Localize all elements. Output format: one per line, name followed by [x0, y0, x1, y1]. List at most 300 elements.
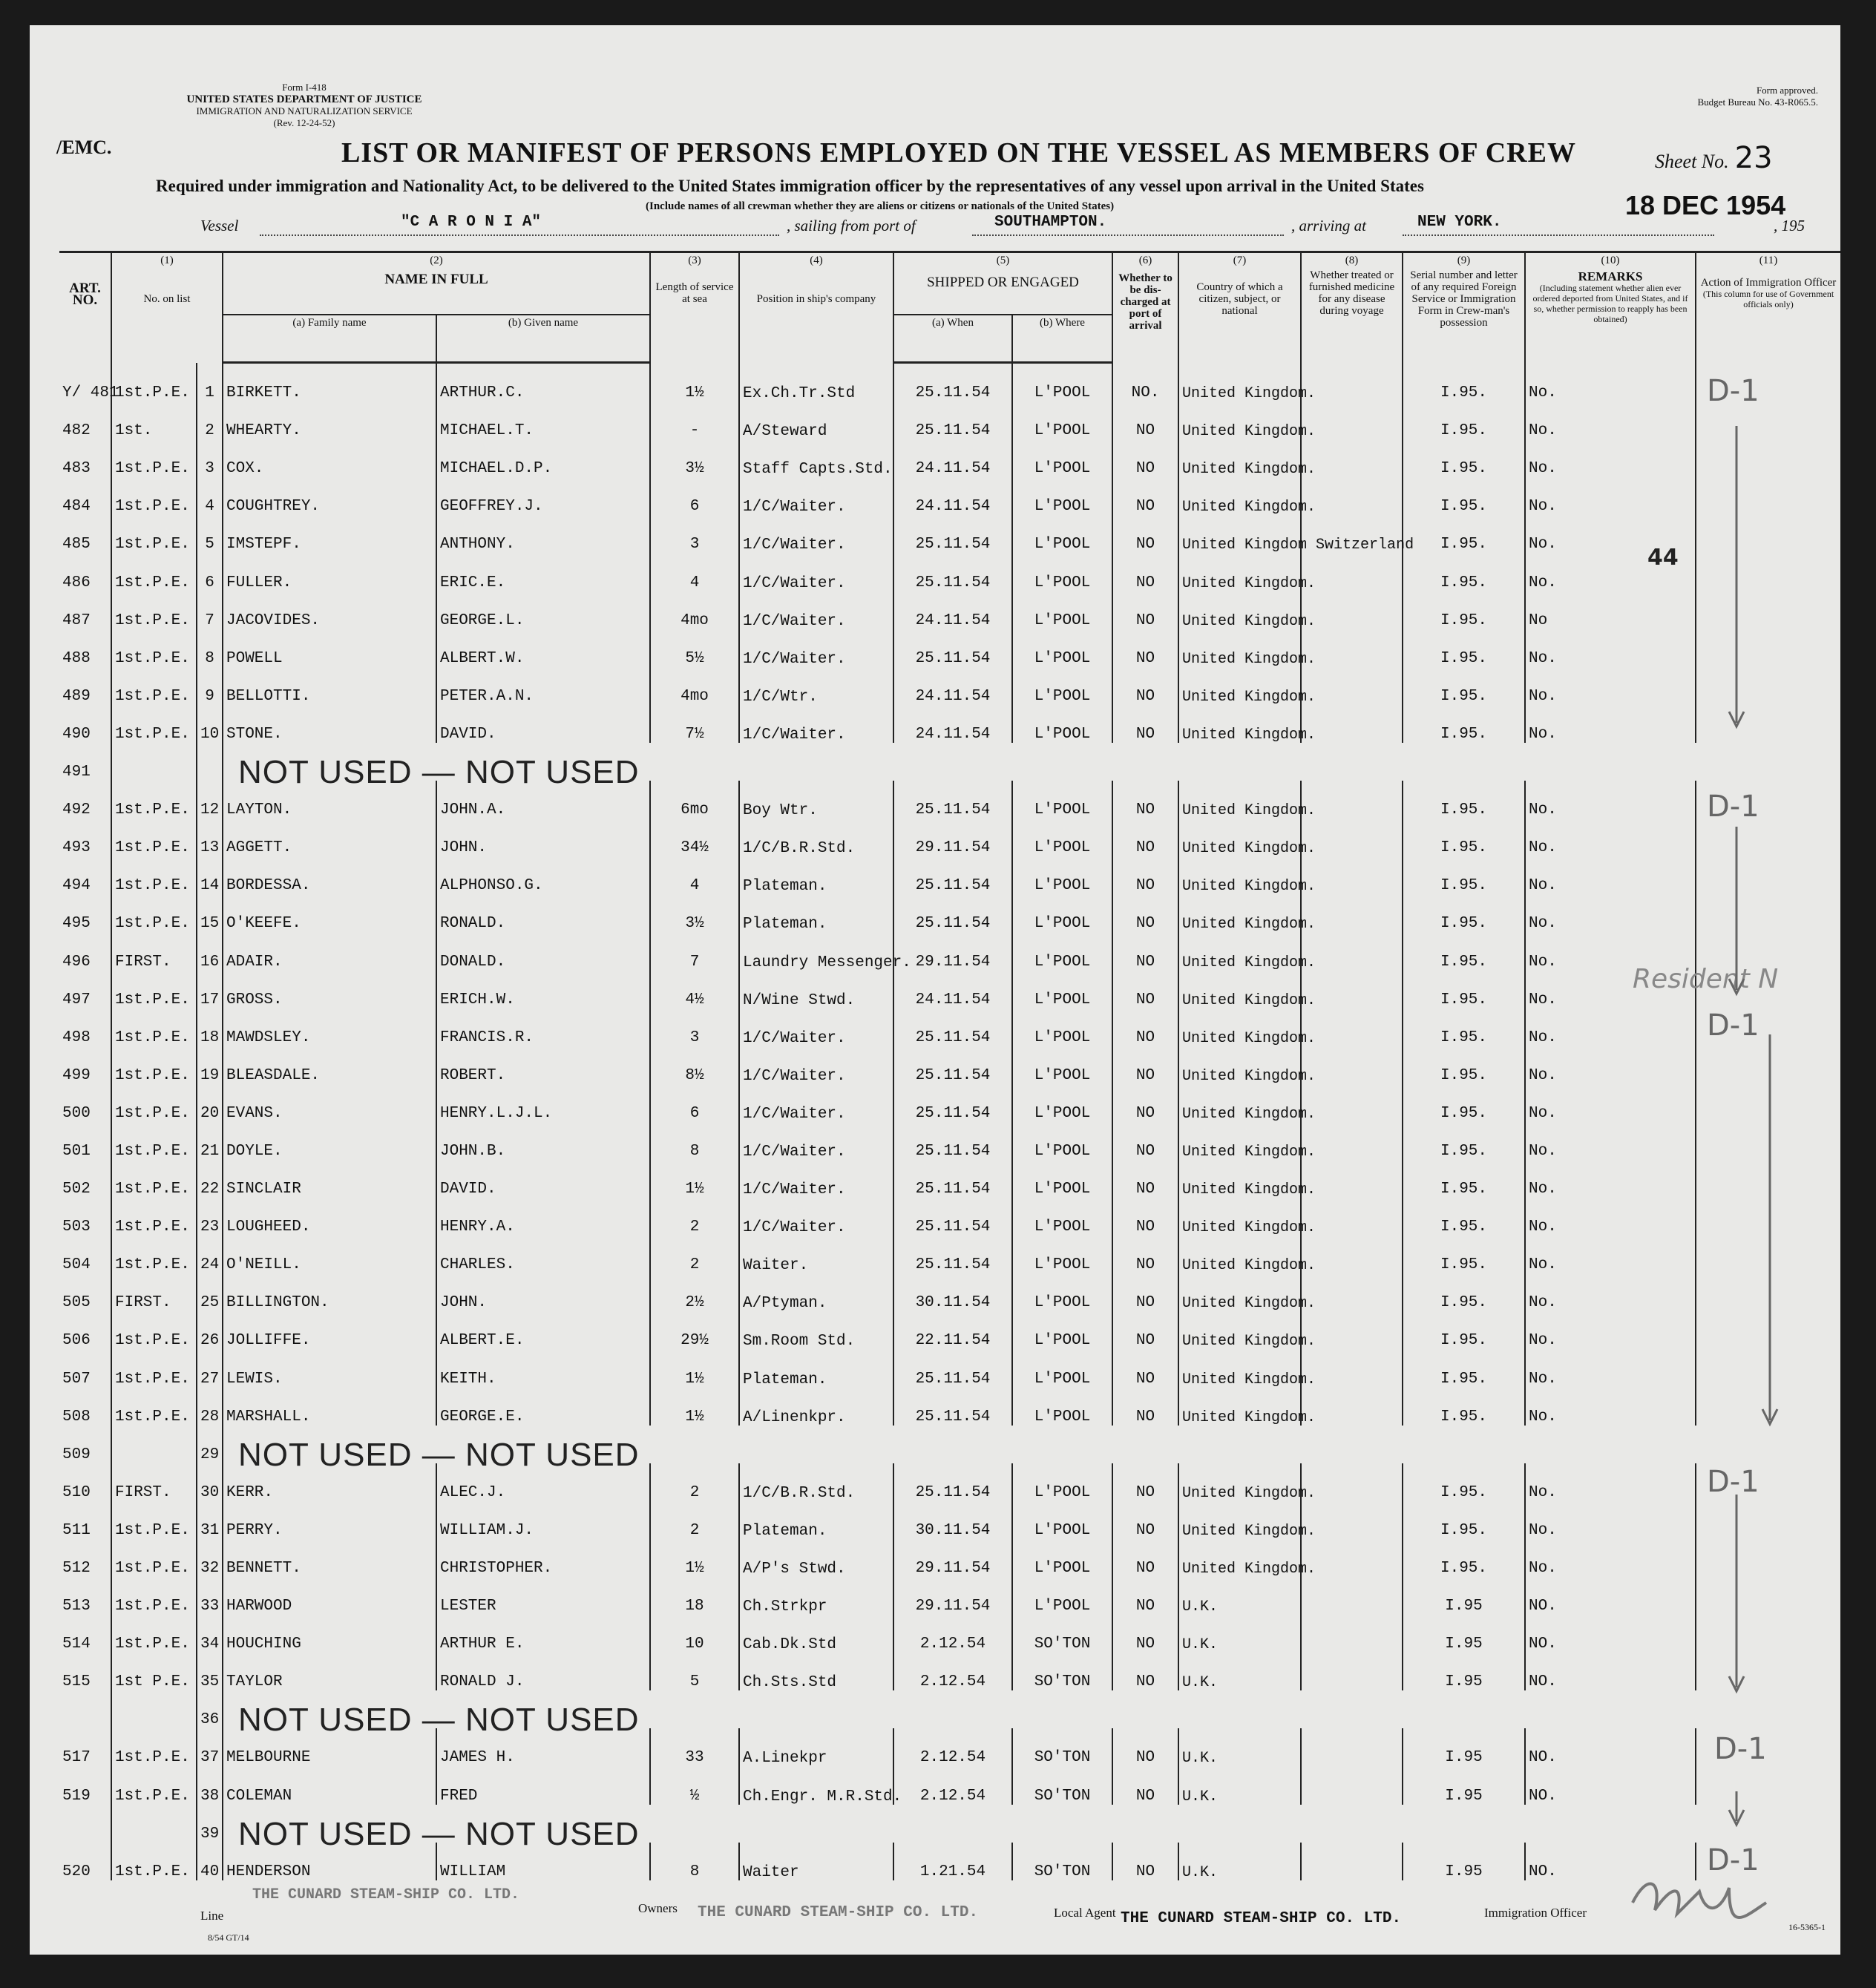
col-10-label: REMARKS	[1578, 269, 1643, 283]
service-length: 6mo	[650, 781, 739, 819]
position: 1/C/Waiter.	[739, 1046, 893, 1084]
table-row	[59, 363, 1840, 402]
serial: I.95.	[1403, 1236, 1525, 1273]
remarks: NO.	[1525, 1653, 1696, 1690]
local-agent-value: THE CUNARD STEAM-SHIP CO. LTD.	[1121, 1910, 1402, 1927]
serial: I.95.	[1403, 1539, 1525, 1577]
shipped-where: L'POOL	[1012, 1160, 1112, 1198]
line-number: 10	[197, 705, 223, 743]
family-name: AGGETT.	[223, 819, 436, 856]
family-name: DOYLE.	[223, 1122, 436, 1160]
department: 1st.P.E.	[111, 629, 197, 667]
art-no	[59, 1805, 111, 1843]
given-name: DAVID.	[436, 705, 650, 743]
service-length: 10	[650, 1615, 739, 1653]
department: 1st.P.E.	[111, 1501, 197, 1539]
not-used: NOT USED — NOT USED	[223, 743, 1840, 781]
position: Ch.Strkpr	[739, 1577, 893, 1615]
family-name: FULLER.	[223, 553, 436, 591]
department: 1st.P.E.	[111, 1843, 197, 1880]
line-label: Line	[200, 1909, 224, 1923]
given-name: MICHAEL.T.	[436, 401, 650, 439]
position: A/P's Stwd.	[739, 1539, 893, 1577]
table-row	[59, 1349, 1840, 1387]
service-name: IMMIGRATION AND NATURALIZATION SERVICE	[196, 105, 413, 117]
country: United Kingdom.	[1178, 1273, 1301, 1311]
country: U.K.	[1178, 1653, 1301, 1690]
discharge: NO	[1112, 401, 1178, 439]
family-name: COX.	[223, 439, 436, 477]
department	[111, 1426, 197, 1463]
shipped-when: 24.11.54	[893, 971, 1012, 1008]
department: FIRST.	[111, 1463, 197, 1501]
line-number: 15	[197, 894, 223, 932]
medicine	[1301, 401, 1403, 439]
medicine	[1301, 1349, 1403, 1387]
position: Sm.Room Std.	[739, 1311, 893, 1349]
table-row	[59, 705, 1840, 743]
department: 1st.P.E.	[111, 705, 197, 743]
family-name: LAYTON.	[223, 781, 436, 819]
line-number: 18	[197, 1008, 223, 1046]
position: 1/C/B.R.Std.	[739, 819, 893, 856]
shipped-where: L'POOL	[1012, 1122, 1112, 1160]
medicine	[1301, 1160, 1403, 1198]
family-name: O'NEILL.	[223, 1236, 436, 1273]
art-no: 498	[59, 1008, 111, 1046]
remarks: No.	[1525, 781, 1696, 819]
page-title: LIST OR MANIFEST OF PERSONS EMPLOYED ON THE VESSEL AS MEMBERS OF CREW	[341, 137, 1576, 168]
position: 1/C/Waiter.	[739, 1008, 893, 1046]
discharge: NO	[1112, 1122, 1178, 1160]
shipped-when: 2.12.54	[893, 1615, 1012, 1653]
medicine	[1301, 1539, 1403, 1577]
line-number: 34	[197, 1615, 223, 1653]
corner-code: 16-5365-1	[1788, 1922, 1826, 1932]
shipped-where: SO'TON	[1012, 1843, 1112, 1880]
department: 1st.P.E.	[111, 667, 197, 705]
medicine	[1301, 1236, 1403, 1273]
family-name: BIRKETT.	[223, 363, 436, 402]
given-name: GEORGE.L.	[436, 591, 650, 629]
budget-text: Budget Bureau No. 43-R065.5.	[1697, 96, 1818, 108]
art-no: 513	[59, 1577, 111, 1615]
medicine	[1301, 1463, 1403, 1501]
service-length: 1½	[650, 363, 739, 402]
serial: I.95.	[1403, 1349, 1525, 1387]
country: United Kingdom.	[1178, 1311, 1301, 1349]
line-number: 38	[197, 1766, 223, 1804]
officer-label: Immigration Officer	[1484, 1906, 1587, 1920]
given-name: HENRY.L.J.L.	[436, 1084, 650, 1122]
given-name: ALBERT.W.	[436, 629, 650, 667]
art-no: 500	[59, 1084, 111, 1122]
medicine	[1301, 1388, 1403, 1426]
art-no: 484	[59, 477, 111, 515]
department: 1st.P.E.	[111, 1122, 197, 1160]
table-row	[59, 1690, 1840, 1728]
family-name: PERRY.	[223, 1501, 436, 1539]
family-name: COUGHTREY.	[223, 477, 436, 515]
service-length: 3½	[650, 439, 739, 477]
family-name: WHEARTY.	[223, 401, 436, 439]
position: Boy Wtr.	[739, 781, 893, 819]
discharge: NO	[1112, 1160, 1178, 1198]
given-name: MICHAEL.D.P.	[436, 439, 650, 477]
shipped-where: L'POOL	[1012, 781, 1112, 819]
table-row	[59, 1008, 1840, 1046]
discharge: NO	[1112, 781, 1178, 819]
discharge: NO	[1112, 553, 1178, 591]
remarks: No.	[1525, 667, 1696, 705]
shipped-when: 24.11.54	[893, 591, 1012, 629]
service-length: 4	[650, 856, 739, 894]
country: United Kingdom.	[1178, 1160, 1301, 1198]
art-no: 494	[59, 856, 111, 894]
shipped-where: L'POOL	[1012, 894, 1112, 932]
serial: I.95.	[1403, 1160, 1525, 1198]
art-no: 488	[59, 629, 111, 667]
shipped-where: L'POOL	[1012, 1388, 1112, 1426]
form-identifier	[148, 82, 460, 129]
family-name: HENDERSON	[223, 1843, 436, 1880]
medicine	[1301, 781, 1403, 819]
medicine	[1301, 819, 1403, 856]
service-length: 4	[650, 553, 739, 591]
service-length: 2	[650, 1501, 739, 1539]
discharge: NO	[1112, 1388, 1178, 1426]
arriving-label: , arriving at	[1291, 217, 1366, 234]
department	[111, 743, 197, 781]
serial: I.95.	[1403, 1463, 1525, 1501]
line-number: 36	[197, 1690, 223, 1728]
medicine	[1301, 856, 1403, 894]
position: A.Linekpr	[739, 1728, 893, 1766]
department: 1st.P.E.	[111, 1615, 197, 1653]
remarks: NO.	[1525, 1766, 1696, 1804]
given-name: ERIC.E.	[436, 553, 650, 591]
art-no: 485	[59, 515, 111, 553]
arriving-at: NEW YORK.	[1417, 214, 1502, 231]
col-5b: (b) Where	[1012, 315, 1112, 363]
serial: I.95.	[1403, 971, 1525, 1008]
country: United Kingdom.	[1178, 1008, 1301, 1046]
col-5-num: (5)	[996, 255, 1010, 266]
shipped-where: L'POOL	[1012, 401, 1112, 439]
family-name: POWELL	[223, 629, 436, 667]
shipped-when: 25.11.54	[893, 1046, 1012, 1084]
table-row	[59, 1046, 1840, 1084]
art-no: 508	[59, 1388, 111, 1426]
print-code: 8/54 GT/14	[208, 1932, 249, 1943]
shipped-when: 25.11.54	[893, 1463, 1012, 1501]
serial: I.95.	[1403, 1046, 1525, 1084]
department: 1st.P.E.	[111, 819, 197, 856]
remarks: No.	[1525, 1388, 1696, 1426]
medicine	[1301, 1122, 1403, 1160]
family-name: BILLINGTON.	[223, 1273, 436, 1311]
shipped-where: L'POOL	[1012, 1236, 1112, 1273]
shipped-where: SO'TON	[1012, 1653, 1112, 1690]
country: United Kingdom.	[1178, 1084, 1301, 1122]
department: FIRST.	[111, 1273, 197, 1311]
line-number: 28	[197, 1388, 223, 1426]
service-length: 6	[650, 477, 739, 515]
table-row	[59, 1426, 1840, 1463]
col-8-label: Whether treated or furnished medicine for any disease during voyage	[1308, 269, 1395, 317]
department: FIRST.	[111, 932, 197, 970]
given-name: ALBERT.E.	[436, 1311, 650, 1349]
col-3-num: (3)	[688, 255, 701, 266]
discharge: NO	[1112, 1463, 1178, 1501]
not-used: NOT USED — NOT USED	[223, 1805, 1840, 1843]
form-number: Form I-418	[282, 82, 327, 93]
line-number: 2	[197, 401, 223, 439]
country: United Kingdom Switzerland	[1178, 515, 1301, 553]
discharge: NO	[1112, 1501, 1178, 1539]
remarks: No.	[1525, 971, 1696, 1008]
position: Cab.Dk.Std	[739, 1615, 893, 1653]
discharge: NO	[1112, 1577, 1178, 1615]
position: A/Ptyman.	[739, 1273, 893, 1311]
family-name: KERR.	[223, 1463, 436, 1501]
bracket-arrows	[1692, 396, 1781, 1843]
country: United Kingdom.	[1178, 1198, 1301, 1236]
art-no: 501	[59, 1122, 111, 1160]
d1-mark-6: D-1	[1707, 1843, 1759, 1877]
table-row	[59, 629, 1840, 667]
shipped-where: L'POOL	[1012, 1501, 1112, 1539]
line-number: 5	[197, 515, 223, 553]
position: Ex.Ch.Tr.Std	[739, 363, 893, 402]
col-2	[223, 252, 650, 315]
service-length: 3	[650, 1008, 739, 1046]
position: Waiter.	[739, 1236, 893, 1273]
remarks: No.	[1525, 1501, 1696, 1539]
medicine	[1301, 1843, 1403, 1880]
art-no: 515	[59, 1653, 111, 1690]
line-number: 29	[197, 1426, 223, 1463]
service-length: 5½	[650, 629, 739, 667]
col-10	[1525, 252, 1696, 363]
discharge: NO	[1112, 1615, 1178, 1653]
given-name: ERICH.W.	[436, 971, 650, 1008]
col-9-label: Serial number and letter of any required Foreign Service or Immigration Form in Crew-man's possession	[1410, 269, 1518, 329]
line-number: 25	[197, 1273, 223, 1311]
family-name: HOUCHING	[223, 1615, 436, 1653]
discharge: NO	[1112, 1008, 1178, 1046]
serial: I.95.	[1403, 591, 1525, 629]
line-number	[197, 743, 223, 781]
position: A/Linenkpr.	[739, 1388, 893, 1426]
line-number: 23	[197, 1198, 223, 1236]
table-row	[59, 1160, 1840, 1198]
local-agent-label: Local Agent	[1054, 1906, 1116, 1920]
art-no: 490	[59, 705, 111, 743]
position: 1/C/Wtr.	[739, 667, 893, 705]
approval-text: Form approved.	[1756, 85, 1818, 96]
family-name: MELBOURNE	[223, 1728, 436, 1766]
col-1-num: (1)	[160, 255, 174, 266]
service-length: 2½	[650, 1273, 739, 1311]
remarks: No.	[1525, 932, 1696, 970]
remarks: No	[1525, 591, 1696, 629]
family-name: LOUGHEED.	[223, 1198, 436, 1236]
shipped-when: 30.11.54	[893, 1501, 1012, 1539]
table-row	[59, 1273, 1840, 1311]
serial: I.95.	[1403, 1008, 1525, 1046]
service-length: 4mo	[650, 667, 739, 705]
footer-stamp-upper: THE CUNARD STEAM-SHIP CO. LTD.	[252, 1886, 520, 1903]
d1-mark-5: D-1	[1714, 1732, 1767, 1766]
sailing-label: , sailing from port of	[787, 217, 916, 234]
discharge: NO	[1112, 971, 1178, 1008]
shipped-where: SO'TON	[1012, 1766, 1112, 1804]
country: United Kingdom.	[1178, 971, 1301, 1008]
budget-approval	[1698, 85, 1818, 108]
col-11	[1696, 252, 1840, 363]
shipped-when: 25.11.54	[893, 1008, 1012, 1046]
given-name: ALEC.J.	[436, 1463, 650, 1501]
country: United Kingdom.	[1178, 894, 1301, 932]
art-no: 510	[59, 1463, 111, 1501]
remarks: No.	[1525, 629, 1696, 667]
side-number: 44	[1647, 545, 1679, 571]
col-4	[739, 252, 893, 363]
line-number: 27	[197, 1349, 223, 1387]
country: United Kingdom.	[1178, 1388, 1301, 1426]
position: 1/C/Waiter.	[739, 705, 893, 743]
d1-mark-1: D-1	[1707, 374, 1759, 408]
medicine	[1301, 1311, 1403, 1349]
position: Ch.Sts.Std	[739, 1653, 893, 1690]
shipped-when: 25.11.54	[893, 1122, 1012, 1160]
remarks: No.	[1525, 1122, 1696, 1160]
remarks: No.	[1525, 439, 1696, 477]
given-name: CHRISTOPHER.	[436, 1539, 650, 1577]
col-11-num: (11)	[1759, 255, 1778, 266]
emc-mark: /EMC.	[56, 137, 112, 158]
sheet-label: Sheet No.	[1655, 151, 1729, 172]
remarks: No.	[1525, 856, 1696, 894]
service-length: 8½	[650, 1046, 739, 1084]
service-length: 7½	[650, 705, 739, 743]
discharge: NO	[1112, 1653, 1178, 1690]
serial: I.95	[1403, 1577, 1525, 1615]
col-4-label: Position in ship's company	[756, 293, 876, 305]
shipped-where: L'POOL	[1012, 553, 1112, 591]
art-no: 514	[59, 1615, 111, 1653]
medicine	[1301, 1046, 1403, 1084]
shipped-where: L'POOL	[1012, 971, 1112, 1008]
family-name: SINCLAIR	[223, 1160, 436, 1198]
serial: I.95.	[1403, 932, 1525, 970]
table-row	[59, 1084, 1840, 1122]
service-length: 33	[650, 1728, 739, 1766]
col-art-no: ART. NO.	[59, 252, 111, 363]
family-name: GROSS.	[223, 971, 436, 1008]
shipped-where: L'POOL	[1012, 1311, 1112, 1349]
shipped-when: 30.11.54	[893, 1273, 1012, 1311]
service-length: 2	[650, 1463, 739, 1501]
given-name: PETER.A.N.	[436, 667, 650, 705]
col-11-note: (This column for use of Government officials only)	[1702, 289, 1834, 309]
discharge: NO	[1112, 1198, 1178, 1236]
shipped-where: L'POOL	[1012, 439, 1112, 477]
year-label: , 195	[1774, 217, 1805, 234]
line-number: 16	[197, 932, 223, 970]
shipped-when: 29.11.54	[893, 1539, 1012, 1577]
family-name: BELLOTTI.	[223, 667, 436, 705]
position: Waiter	[739, 1843, 893, 1880]
col-3-label: Length of service at sea	[655, 281, 734, 305]
officer-signature	[1618, 1858, 1781, 1940]
remarks: No.	[1525, 1008, 1696, 1046]
service-length: 1½	[650, 1160, 739, 1198]
country: United Kingdom.	[1178, 1349, 1301, 1387]
line-number: 14	[197, 856, 223, 894]
art-no: 507	[59, 1349, 111, 1387]
given-name: JOHN.A.	[436, 781, 650, 819]
service-length: 5	[650, 1653, 739, 1690]
art-no: 504	[59, 1236, 111, 1273]
shipped-where: L'POOL	[1012, 1349, 1112, 1387]
table-row	[59, 439, 1840, 477]
serial: I.95.	[1403, 477, 1525, 515]
service-length: 8	[650, 1122, 739, 1160]
remarks: NO.	[1525, 1728, 1696, 1766]
table-row	[59, 1311, 1840, 1349]
shipped-when: 2.12.54	[893, 1653, 1012, 1690]
shipped-when: 22.11.54	[893, 1311, 1012, 1349]
art-no: 492	[59, 781, 111, 819]
col-10-num: (10)	[1601, 255, 1620, 266]
table-row	[59, 401, 1840, 439]
col-7	[1178, 252, 1301, 363]
given-name: JOHN.	[436, 1273, 650, 1311]
table-row	[59, 894, 1840, 932]
country: U.K.	[1178, 1728, 1301, 1766]
given-name: LESTER	[436, 1577, 650, 1615]
service-length: 2	[650, 1198, 739, 1236]
discharge: NO	[1112, 515, 1178, 553]
family-name: EVANS.	[223, 1084, 436, 1122]
serial: I.95.	[1403, 894, 1525, 932]
discharge: NO	[1112, 591, 1178, 629]
shipped-when: 29.11.54	[893, 1577, 1012, 1615]
d1-mark-4: D-1	[1707, 1465, 1759, 1499]
shipped-when: 25.11.54	[893, 363, 1012, 402]
discharge: NO	[1112, 932, 1178, 970]
table-row	[59, 1122, 1840, 1160]
discharge: NO	[1112, 667, 1178, 705]
position: 1/C/Waiter.	[739, 1084, 893, 1122]
line-number: 4	[197, 477, 223, 515]
col-5	[893, 252, 1112, 315]
medicine	[1301, 932, 1403, 970]
sheet-number-value: 23	[1734, 141, 1773, 175]
shipped-where: L'POOL	[1012, 1539, 1112, 1577]
medicine	[1301, 1501, 1403, 1539]
position: Plateman.	[739, 1349, 893, 1387]
line-number: 9	[197, 667, 223, 705]
position: 1/C/Waiter.	[739, 629, 893, 667]
line-number: 37	[197, 1728, 223, 1766]
serial: I.95	[1403, 1615, 1525, 1653]
medicine	[1301, 477, 1403, 515]
department: 1st.P.E.	[111, 1728, 197, 1766]
medicine	[1301, 1766, 1403, 1804]
